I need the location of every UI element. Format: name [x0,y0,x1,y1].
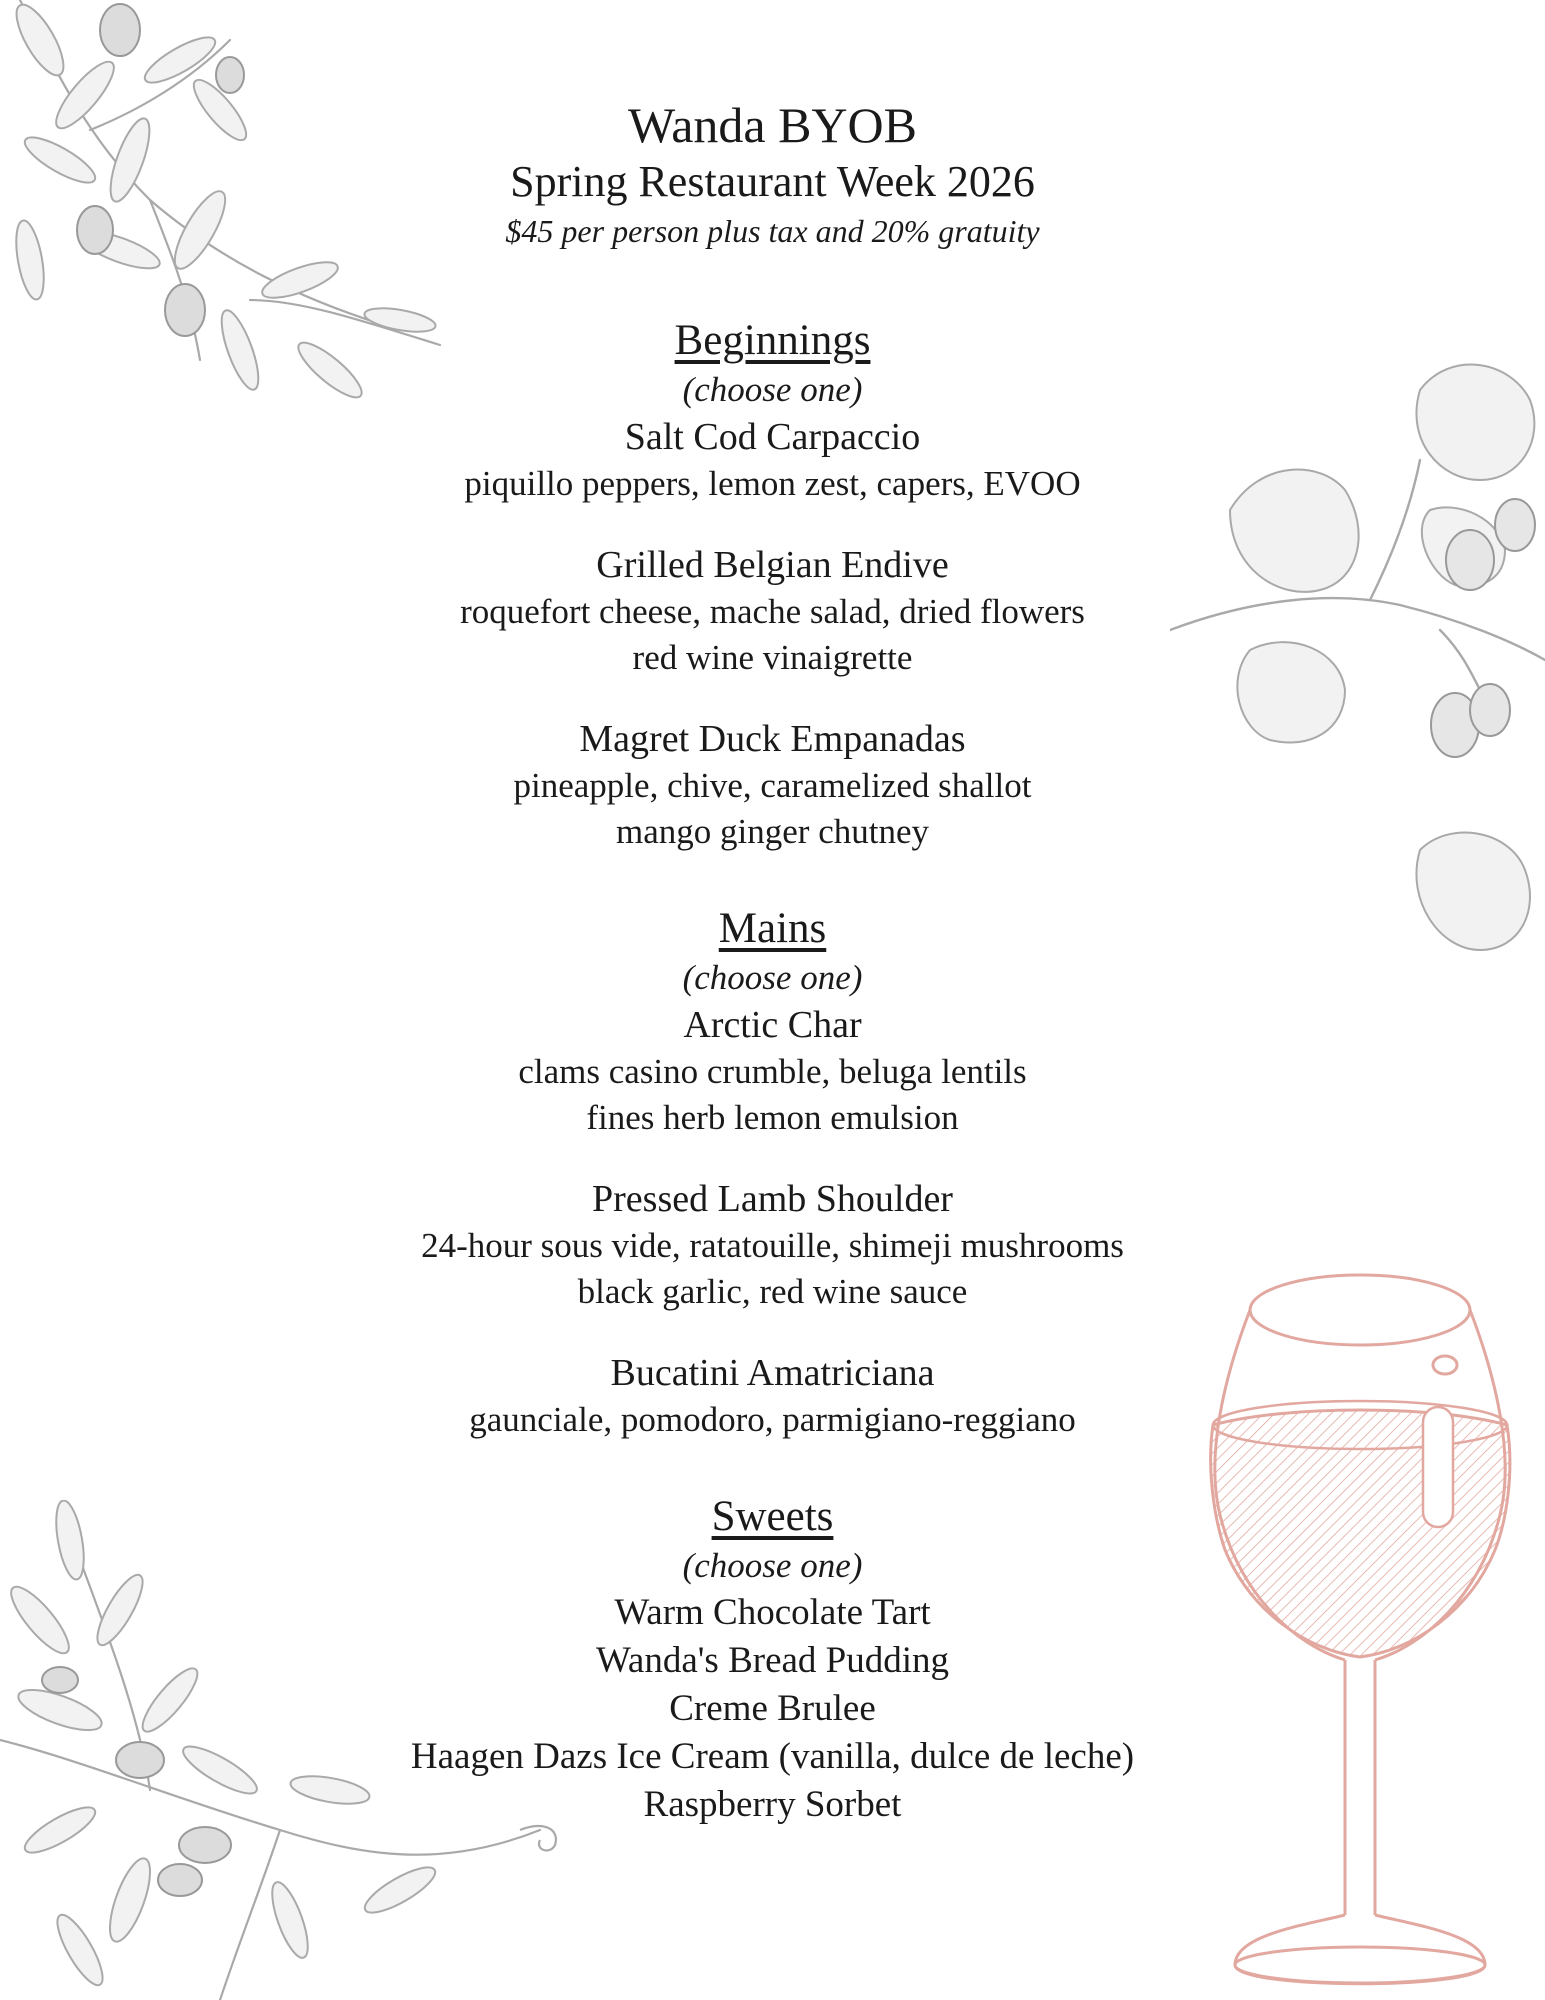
dish-description: fines herb lemon emulsion [586,1098,959,1137]
dish-name: Salt Cod Carpaccio [624,416,921,458]
dish-name: Arctic Char [683,1004,862,1046]
sweet-item: Raspberry Sorbet [643,1784,902,1825]
dish-description: gaunciale, pomodoro, parmigiano-reggiano [469,1400,1076,1439]
section-beginnings [0,315,1545,855]
dish-description: mango ginger chutney [616,812,929,851]
price-note: $45 per person plus tax and 20% gratuity [505,213,1040,249]
dish-description: roquefort cheese, mache salad, dried flowers [460,592,1085,631]
dish-name: Grilled Belgian Endive [596,544,949,586]
event-title: Spring Restaurant Week 2026 [510,157,1035,206]
dish-description: clams casino crumble, beluga lentils [518,1052,1027,1091]
dish-item [0,1175,1545,1315]
sweet-item: Wanda's Bread Pudding [595,1640,950,1681]
section-sweets [0,1491,1545,1829]
sweet-item: Warm Chocolate Tart [614,1592,931,1633]
dish-name: Magret Duck Empanadas [579,718,966,760]
menu [0,95,1545,1829]
dish-item [0,715,1545,855]
section-mains [0,903,1545,1443]
section-title: Mains [718,905,827,952]
restaurant-name: Wanda BYOB [628,97,917,153]
dish-description: pineapple, chive, caramelized shallot [513,766,1032,805]
dish-description: piquillo peppers, lemon zest, capers, EVOO [464,464,1081,503]
choose-note: (choose one) [682,958,863,997]
section-title: Sweets [711,1493,834,1540]
dish-item [0,1349,1545,1443]
sweet-item: Creme Brulee [669,1688,876,1729]
dish-name: Bucatini Amatriciana [610,1352,935,1394]
dish-item [0,413,1545,507]
dish-name: Pressed Lamb Shoulder [592,1178,953,1220]
dish-description: black garlic, red wine sauce [577,1272,968,1311]
choose-note: (choose one) [682,1546,863,1585]
dish-item [0,541,1545,681]
dish-description: 24-hour sous vide, ratatouille, shimeji mushrooms [421,1226,1124,1265]
dish-item [0,1001,1545,1141]
choose-note: (choose one) [682,370,863,409]
section-title: Beginnings [674,317,871,364]
dish-description: red wine vinaigrette [632,638,913,677]
sweet-item: Haagen Dazs Ice Cream (vanilla, dulce de leche) [410,1736,1135,1777]
